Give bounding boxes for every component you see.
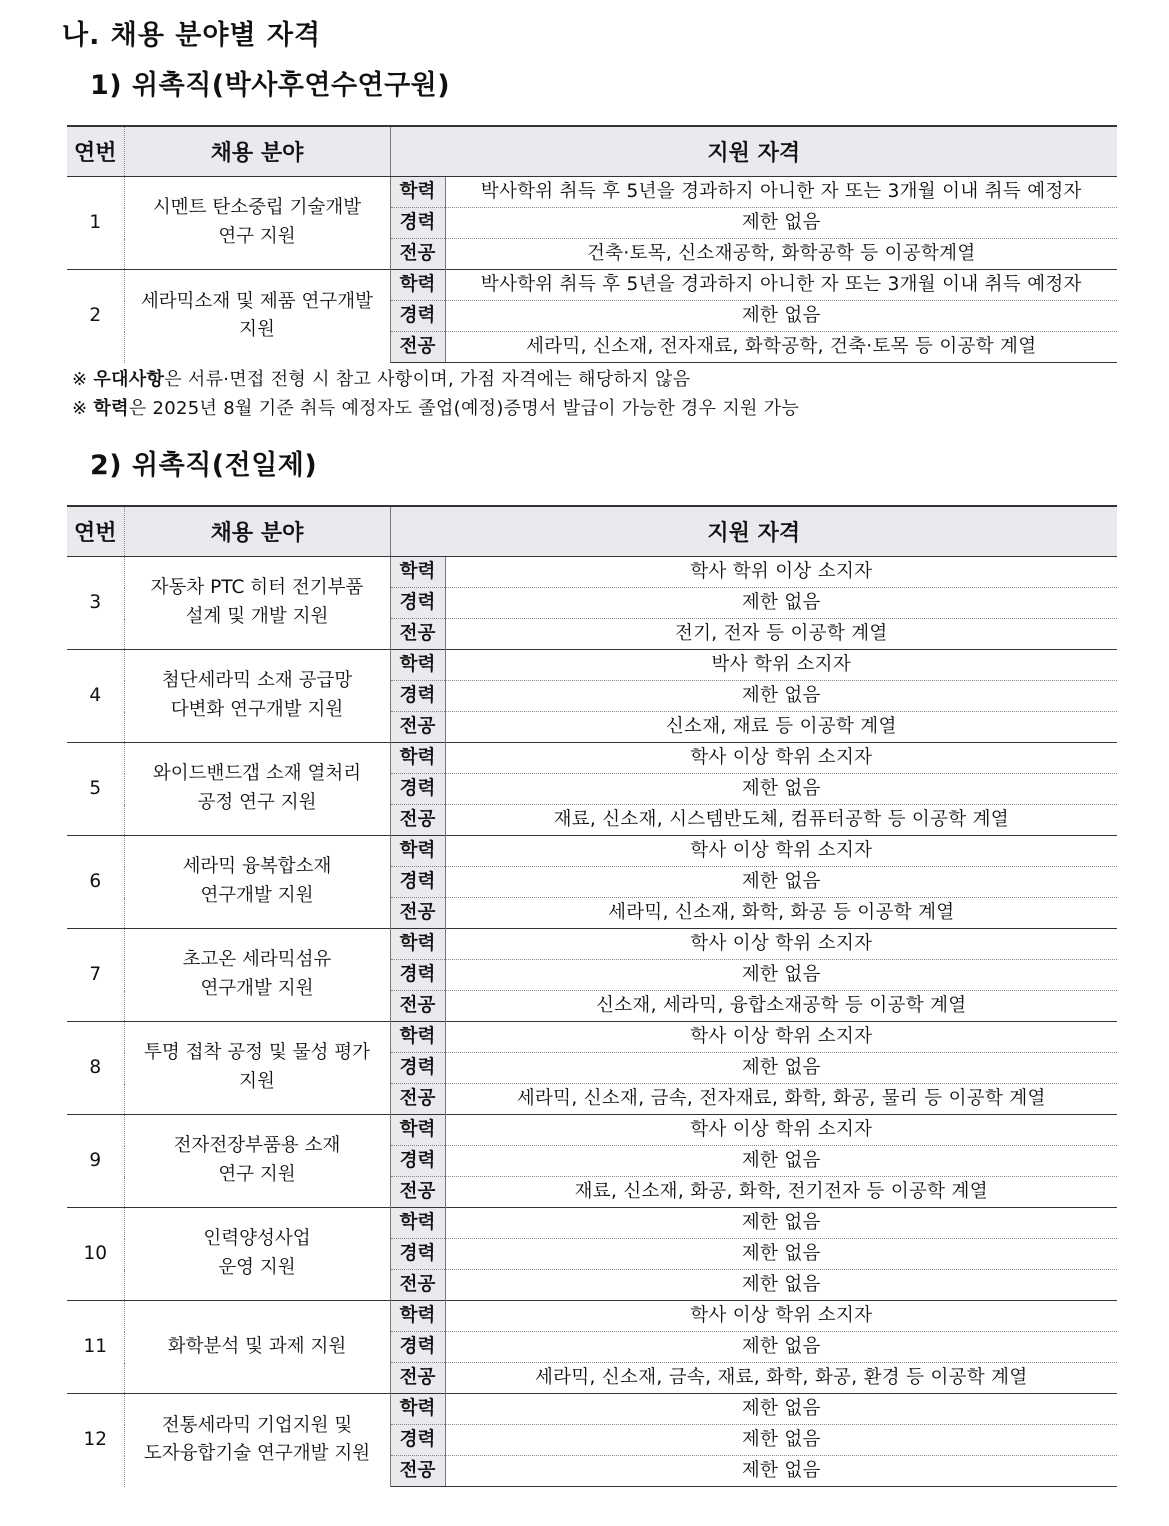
table-row bbox=[67, 1394, 1117, 1425]
recruit-field-line1: 인력양성사업 bbox=[203, 1228, 311, 1250]
major-value: 세라믹, 신소재, 금속, 전자재료, 화학, 화공, 물리 등 이공학 계열 bbox=[445, 1084, 1117, 1115]
note-preference bbox=[72, 365, 799, 394]
education-label: 학력 bbox=[390, 743, 445, 774]
recruit-field-line2: 연구 지원 bbox=[218, 1164, 296, 1185]
recruit-field bbox=[124, 650, 390, 743]
major-value: 세라믹, 신소재, 전자재료, 화학공학, 건축·토목 등 이공학 계열 bbox=[445, 332, 1117, 363]
major-label: 전공 bbox=[390, 1456, 445, 1487]
row-number: 2 bbox=[67, 270, 124, 363]
subsection-title-fulltime: 2) 위촉직(전일제) bbox=[90, 450, 318, 481]
row-number: 11 bbox=[67, 1301, 124, 1394]
recruit-field-line1: 전통세라믹 기업지원 및 bbox=[161, 1414, 353, 1436]
postdoc-qualification-table bbox=[67, 125, 1117, 363]
row-number: 8 bbox=[67, 1022, 124, 1115]
education-label: 학력 bbox=[390, 1022, 445, 1053]
recruit-field-line2: 지원 bbox=[239, 1071, 275, 1092]
row-number: 1 bbox=[67, 177, 124, 270]
table-header-row bbox=[67, 506, 1117, 557]
education-value: 제한 없음 bbox=[445, 1208, 1117, 1239]
career-label: 경력 bbox=[390, 588, 445, 619]
major-value: 세라믹, 신소재, 화학, 화공 등 이공학 계열 bbox=[445, 898, 1117, 929]
career-label: 경력 bbox=[390, 867, 445, 898]
row-number: 10 bbox=[67, 1208, 124, 1301]
career-value: 제한 없음 bbox=[445, 1146, 1117, 1177]
education-label: 학력 bbox=[390, 650, 445, 681]
recruit-field-line2: 지원 bbox=[239, 319, 275, 341]
education-value: 학사 이상 학위 소지자 bbox=[445, 1022, 1117, 1053]
major-value: 세라믹, 신소재, 금속, 재료, 화학, 화공, 환경 등 이공학 계열 bbox=[445, 1363, 1117, 1394]
education-value: 학사 이상 학위 소지자 bbox=[445, 836, 1117, 867]
career-value: 제한 없음 bbox=[445, 301, 1117, 332]
career-value: 제한 없음 bbox=[445, 960, 1117, 991]
recruit-field bbox=[124, 1115, 390, 1208]
major-value: 신소재, 세라믹, 융합소재공학 등 이공학 계열 bbox=[445, 991, 1117, 1022]
note-text: 은 서류·면접 전형 시 참고 사항이며, 가점 자격에는 해당하지 않음 bbox=[164, 369, 691, 390]
major-label: 전공 bbox=[390, 1177, 445, 1208]
recruit-field-line2: 연구개발 지원 bbox=[200, 885, 314, 906]
career-label: 경력 bbox=[390, 1332, 445, 1363]
education-label: 학력 bbox=[390, 177, 445, 208]
major-value: 제한 없음 bbox=[445, 1270, 1117, 1301]
subsection-title-postdoc: 1) 위촉직(박사후연수연구원) bbox=[90, 70, 451, 101]
postdoc-table-body bbox=[67, 177, 1117, 363]
table-row bbox=[67, 177, 1117, 208]
table-row bbox=[67, 1301, 1117, 1332]
recruit-field-line1: 와이드밴드갭 소재 열처리 bbox=[152, 763, 362, 785]
major-label: 전공 bbox=[390, 1363, 445, 1394]
education-label: 학력 bbox=[390, 1301, 445, 1332]
note-mark: ※ bbox=[72, 369, 88, 390]
career-label: 경력 bbox=[390, 1239, 445, 1270]
table-row bbox=[67, 270, 1117, 301]
note-keyword: 우대사항 bbox=[93, 369, 165, 390]
education-label: 학력 bbox=[390, 270, 445, 301]
fulltime-table-body bbox=[67, 557, 1117, 1487]
major-label: 전공 bbox=[390, 805, 445, 836]
note-text: 은 2025년 8월 기준 취득 예정자도 졸업(예정)증명서 발급이 가능한 경우 지원 가능 bbox=[128, 398, 800, 419]
notes bbox=[72, 365, 799, 423]
note-keyword: 학력 bbox=[93, 398, 129, 419]
recruit-field bbox=[124, 1208, 390, 1301]
major-label: 전공 bbox=[390, 1270, 445, 1301]
header-field: 채용 분야 bbox=[124, 126, 390, 177]
header-no: 연번 bbox=[67, 126, 124, 177]
recruit-field bbox=[124, 1301, 390, 1394]
recruit-field-line2: 도자융합기술 연구개발 지원 bbox=[143, 1443, 371, 1465]
recruit-field bbox=[124, 557, 390, 650]
table-row bbox=[67, 1208, 1117, 1239]
table-row bbox=[67, 1022, 1117, 1053]
education-value: 학사 이상 학위 소지자 bbox=[445, 929, 1117, 960]
education-value: 학사 이상 학위 소지자 bbox=[445, 1115, 1117, 1146]
recruit-field-line1: 전자전장부품용 소재 bbox=[173, 1135, 341, 1157]
education-value: 박사 학위 소지자 bbox=[445, 650, 1117, 681]
major-value: 건축·토목, 신소재공학, 화학공학 등 이공학계열 bbox=[445, 239, 1117, 270]
recruit-field-line1: 시멘트 탄소중립 기술개발 bbox=[152, 197, 362, 219]
recruit-field bbox=[124, 1394, 390, 1487]
recruit-field-line1: 자동차 PTC 히터 전기부품 bbox=[150, 577, 364, 599]
recruit-field-line2: 연구 지원 bbox=[218, 226, 296, 247]
career-value: 제한 없음 bbox=[445, 208, 1117, 239]
row-number: 7 bbox=[67, 929, 124, 1022]
recruit-field bbox=[124, 743, 390, 836]
table-row bbox=[67, 743, 1117, 774]
education-label: 학력 bbox=[390, 1115, 445, 1146]
recruit-field-line1: 첨단세라믹 소재 공급망 bbox=[161, 670, 353, 692]
career-value: 제한 없음 bbox=[445, 1332, 1117, 1363]
table-row bbox=[67, 1115, 1117, 1146]
career-value: 제한 없음 bbox=[445, 1239, 1117, 1270]
career-label: 경력 bbox=[390, 774, 445, 805]
recruit-field-line2: 연구개발 지원 bbox=[200, 978, 314, 999]
row-number: 12 bbox=[67, 1394, 124, 1487]
fulltime-qualification-table bbox=[67, 505, 1117, 1487]
recruit-field-line2: 설계 및 개발 지원 bbox=[185, 606, 329, 627]
header-qualification: 지원 자격 bbox=[390, 126, 1117, 177]
career-value: 제한 없음 bbox=[445, 774, 1117, 805]
recruit-field-line2: 다변화 연구개발 지원 bbox=[170, 699, 344, 720]
education-value: 제한 없음 bbox=[445, 1394, 1117, 1425]
career-value: 제한 없음 bbox=[445, 588, 1117, 619]
row-number: 3 bbox=[67, 557, 124, 650]
education-value: 박사학위 취득 후 5년을 경과하지 아니한 자 또는 3개월 이내 취득 예정자 bbox=[445, 270, 1117, 301]
section-title: 나. 채용 분야별 자격 bbox=[62, 20, 322, 51]
table-header-row bbox=[67, 126, 1117, 177]
major-label: 전공 bbox=[390, 712, 445, 743]
row-number: 9 bbox=[67, 1115, 124, 1208]
major-value: 재료, 신소재, 시스템반도체, 컴퓨터공학 등 이공학 계열 bbox=[445, 805, 1117, 836]
recruit-field-line1: 세라믹 융복합소재 bbox=[182, 856, 332, 878]
table-row bbox=[67, 929, 1117, 960]
career-value: 제한 없음 bbox=[445, 1053, 1117, 1084]
career-label: 경력 bbox=[390, 1146, 445, 1177]
recruit-field-line1: 세라믹소재 및 제품 연구개발 bbox=[140, 290, 374, 312]
major-label: 전공 bbox=[390, 239, 445, 270]
major-label: 전공 bbox=[390, 991, 445, 1022]
major-value: 신소재, 재료 등 이공학 계열 bbox=[445, 712, 1117, 743]
row-number: 5 bbox=[67, 743, 124, 836]
career-value: 제한 없음 bbox=[445, 1425, 1117, 1456]
major-label: 전공 bbox=[390, 898, 445, 929]
career-label: 경력 bbox=[390, 301, 445, 332]
education-value: 박사학위 취득 후 5년을 경과하지 아니한 자 또는 3개월 이내 취득 예정자 bbox=[445, 177, 1117, 208]
header-field: 채용 분야 bbox=[124, 506, 390, 557]
recruit-field-line2: 공정 연구 지원 bbox=[197, 792, 317, 813]
header-no: 연번 bbox=[67, 506, 124, 557]
education-label: 학력 bbox=[390, 836, 445, 867]
table-row bbox=[67, 557, 1117, 588]
career-value: 제한 없음 bbox=[445, 681, 1117, 712]
career-label: 경력 bbox=[390, 208, 445, 239]
note-mark: ※ bbox=[72, 398, 88, 419]
major-label: 전공 bbox=[390, 619, 445, 650]
row-number: 4 bbox=[67, 650, 124, 743]
recruit-field bbox=[124, 929, 390, 1022]
recruit-field bbox=[124, 1022, 390, 1115]
recruit-field-line1: 초고온 세라믹섬유 bbox=[182, 949, 332, 971]
career-label: 경력 bbox=[390, 960, 445, 991]
header-qualification: 지원 자격 bbox=[390, 506, 1117, 557]
education-label: 학력 bbox=[390, 929, 445, 960]
table-row bbox=[67, 836, 1117, 867]
education-value: 학사 이상 학위 소지자 bbox=[445, 743, 1117, 774]
major-value: 전기, 전자 등 이공학 계열 bbox=[445, 619, 1117, 650]
education-value: 학사 학위 이상 소지자 bbox=[445, 557, 1117, 588]
major-label: 전공 bbox=[390, 332, 445, 363]
education-value: 학사 이상 학위 소지자 bbox=[445, 1301, 1117, 1332]
career-value: 제한 없음 bbox=[445, 867, 1117, 898]
table-row bbox=[67, 650, 1117, 681]
education-label: 학력 bbox=[390, 1394, 445, 1425]
education-label: 학력 bbox=[390, 557, 445, 588]
major-label: 전공 bbox=[390, 1084, 445, 1115]
education-label: 학력 bbox=[390, 1208, 445, 1239]
major-value: 재료, 신소재, 화공, 화학, 전기전자 등 이공학 계열 bbox=[445, 1177, 1117, 1208]
career-label: 경력 bbox=[390, 1425, 445, 1456]
recruit-field-line1: 화학분석 및 과제 지원 bbox=[167, 1335, 347, 1357]
note-education bbox=[72, 394, 799, 423]
recruit-field-line2: 운영 지원 bbox=[218, 1257, 296, 1278]
recruit-field-line1: 투명 접착 공정 및 물성 평가 bbox=[144, 1042, 370, 1064]
major-value: 제한 없음 bbox=[445, 1456, 1117, 1487]
career-label: 경력 bbox=[390, 1053, 445, 1084]
career-label: 경력 bbox=[390, 681, 445, 712]
row-number: 6 bbox=[67, 836, 124, 929]
recruit-field bbox=[124, 270, 390, 363]
recruit-field bbox=[124, 836, 390, 929]
recruit-field bbox=[124, 177, 390, 270]
